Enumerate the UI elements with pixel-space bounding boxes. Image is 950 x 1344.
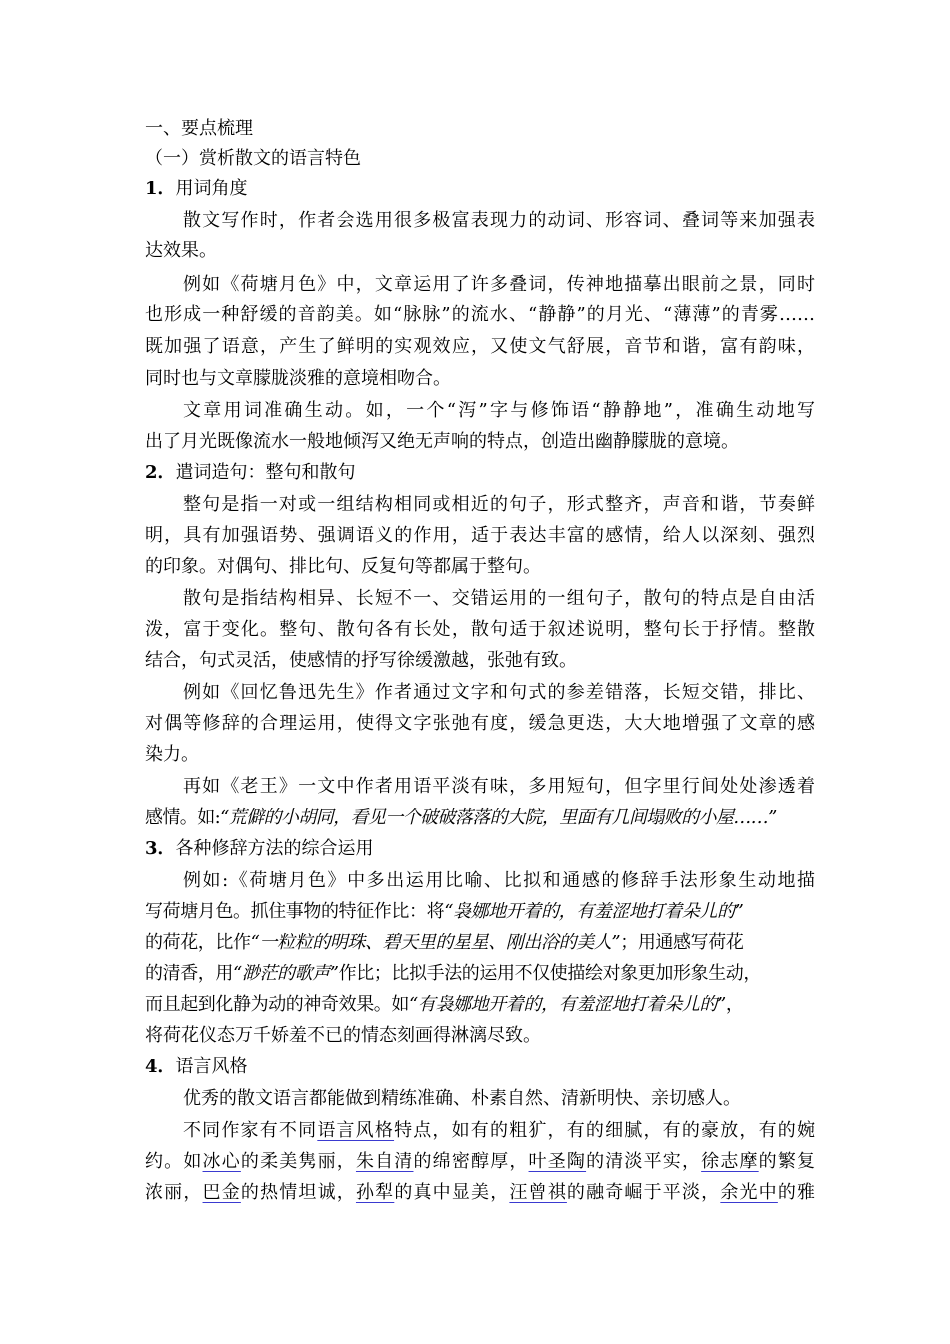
paragraph-line <box>183 772 815 802</box>
item-number: 2． <box>145 462 176 483</box>
text-line: 再如《老王》一文中作者用语平淡有味，多用短句，但字里行间处处渗透着 <box>183 776 815 797</box>
text-line: 例如《回忆鲁迅先生》作者通过文字和句式的参差错落，长短交错，排比、 <box>183 682 815 703</box>
paragraph-line <box>183 1116 815 1146</box>
quote-text: “渺茫的歌声” <box>233 963 339 984</box>
paragraph-line <box>183 1084 815 1114</box>
item-number: 1． <box>145 178 176 199</box>
subheading-text: （一）赏析散文的语言特色 <box>145 148 361 169</box>
paragraph-line <box>145 709 815 739</box>
paragraph-line <box>145 427 815 457</box>
text-line: 作比；比拟手法的运用不仅使描绘对象更加形象生动， <box>338 963 762 984</box>
section-heading <box>145 114 815 144</box>
item-heading-3 <box>145 834 815 864</box>
author-link: 汪曾祺 <box>509 1182 567 1203</box>
paragraph-line <box>145 1147 815 1177</box>
text-line: 特点，如有的粗犷，有的细腻，有的豪放，有的婉 <box>394 1120 815 1141</box>
quote-text: “袅娜地开着的，有羞涩地打着朵儿的” <box>444 901 744 922</box>
text-line: 例如《荷塘月色》中，文章运用了许多叠词，传神地描摹出眼前之景，同时 <box>183 274 815 295</box>
text-line: 的热情坦诚， <box>240 1182 356 1203</box>
text-line: 的真中显美， <box>394 1182 510 1203</box>
item-number: 3． <box>145 838 176 859</box>
quote-text: “一粒粒的明珠、碧天里的星星、刚出浴的美人” <box>250 932 621 953</box>
author-link: 余光中 <box>720 1182 778 1203</box>
paragraph-line <box>183 866 815 896</box>
text-line: 达效果。 <box>145 240 217 261</box>
text-line: 文章用词准确生动。如，一个“泻”字与修饰语“静静地”，准确生动地写 <box>183 400 815 421</box>
text-line: 也形成一种舒缓的音韵美。如“脉脉”的流水、“静静”的月光、“薄薄”的青雾…… <box>145 304 815 325</box>
text-line: 散文写作时，作者会选用很多极富表现力的动词、形容词、叠词等来加强表 <box>183 210 815 231</box>
paragraph-line <box>145 803 815 833</box>
text-line: 染力。 <box>145 744 199 765</box>
item-number: 4． <box>145 1056 176 1077</box>
paragraph-line <box>145 928 815 958</box>
paragraph-line <box>145 990 815 1020</box>
text-line: 的清淡平实， <box>586 1151 702 1172</box>
paragraph-line <box>145 1021 815 1051</box>
text-line: 整句是指一对或一组结构相同或相近的句子，形式整齐，声音和谐，节奏鲜 <box>183 494 815 515</box>
quote-text: “有袅娜地开着的，有羞涩地打着朵儿的” <box>409 994 726 1015</box>
paragraph-line <box>183 396 815 426</box>
paragraph-line <box>183 206 815 236</box>
term-link: 语言风格 <box>317 1120 395 1141</box>
text-line: 的雅 <box>777 1182 815 1203</box>
text-line: 对偶等修辞的合理运用，使得文字张弛有度，缓急更迭，大大地增强了文章的感 <box>145 713 815 734</box>
paragraph-line <box>145 552 815 582</box>
item-title: 各种修辞方法的综合运用 <box>175 838 374 859</box>
paragraph-line <box>183 270 815 300</box>
text-line: 的清香，用 <box>145 963 233 984</box>
text-line: 出了月光既像流水一般地倾泻又绝无声响的特点，创造出幽静朦胧的意境。 <box>145 431 739 452</box>
paragraph-line <box>145 300 815 330</box>
text-line: ；用通感写荷花 <box>620 932 744 953</box>
heading-text: 一、要点梳理 <box>145 118 253 139</box>
paragraph-line <box>183 584 815 614</box>
text-line: 的印象。对偶句、排比句、反复句等都属于整句。 <box>145 556 541 577</box>
text-line: 结合，句式灵活，使感情的抒写徐缓激越，张弛有致。 <box>145 650 577 671</box>
item-heading-1 <box>145 174 815 204</box>
item-heading-2 <box>145 458 815 488</box>
paragraph-line <box>145 897 815 927</box>
text-line: 的柔美隽丽， <box>240 1151 356 1172</box>
text-line: 的繁复 <box>758 1151 815 1172</box>
author-link: 巴金 <box>202 1182 241 1203</box>
paragraph-line <box>145 236 815 266</box>
paragraph-line <box>145 959 815 989</box>
text-line: 优秀的散文语言都能做到精练准确、朴素自然、清新明快、亲切感人。 <box>183 1088 741 1109</box>
text-line: 的融奇崛于平淡， <box>566 1182 721 1203</box>
item-title: 语言风格 <box>175 1056 248 1077</box>
paragraph-line <box>183 678 815 708</box>
author-link: 叶圣陶 <box>528 1151 587 1172</box>
text-line: 明，具有加强语势、强调语义的作用，适于表达丰富的感情，给人以深刻、强烈 <box>145 525 815 546</box>
paragraph-line <box>145 646 815 676</box>
paragraph-line <box>145 740 815 770</box>
paragraph-line <box>145 1178 815 1208</box>
text-line: 将荷花仪态万千娇羞不已的情态刻画得淋漓尽致。 <box>145 1025 541 1046</box>
text-line: 既加强了语意，产生了鲜明的实观效应，又使文气舒展，音节和谐，富有韵味， <box>145 336 815 357</box>
author-link: 冰心 <box>202 1151 241 1172</box>
item-title: 遣词造句：整句和散句 <box>175 462 356 483</box>
text-line: 泼，富于变化。整句、散句各有长处，散句适于叙述说明，整句长于抒情。整散 <box>145 619 815 640</box>
text-line: 的绵密醇厚， <box>413 1151 529 1172</box>
paragraph-line <box>145 332 815 362</box>
subsection-heading <box>145 144 815 174</box>
text-line: 写荷塘月色。抓住事物的特征作比：将 <box>145 901 445 922</box>
paragraph-line <box>145 521 815 551</box>
text-line: 散句是指结构相异、长短不一、交错运用的一组句子，散句的特点是自由活 <box>183 588 815 609</box>
text-line: 不同作家有不同 <box>183 1120 318 1141</box>
text-line: ， <box>725 994 744 1015</box>
text-line: 约。如 <box>145 1151 203 1172</box>
paragraph-line <box>145 615 815 645</box>
author-link: 徐志摩 <box>701 1151 759 1172</box>
item-title: 用词角度 <box>175 178 248 199</box>
text-line: 同时也与文章朦胧淡雅的意境相吻合。 <box>145 368 451 389</box>
text-line: 感情。如: <box>145 807 221 828</box>
paragraph-line <box>145 364 815 394</box>
text-line: 浓丽， <box>145 1182 203 1203</box>
text-line: 的荷花，比作 <box>145 932 251 953</box>
item-heading-4 <box>145 1052 815 1082</box>
quote-text: “荒僻的小胡同，看见一个破破落落的大院，里面有几间塌败的小屋……” <box>220 807 777 828</box>
author-link: 朱自清 <box>355 1151 414 1172</box>
text-line: 而且起到化静为动的神奇效果。如 <box>145 994 409 1015</box>
text-line: 例如:《荷塘月色》中多出运用比喻、比拟和通感的修辞手法形象生动地描 <box>183 870 815 891</box>
paragraph-line <box>183 490 815 520</box>
author-link: 孙犁 <box>355 1182 395 1203</box>
